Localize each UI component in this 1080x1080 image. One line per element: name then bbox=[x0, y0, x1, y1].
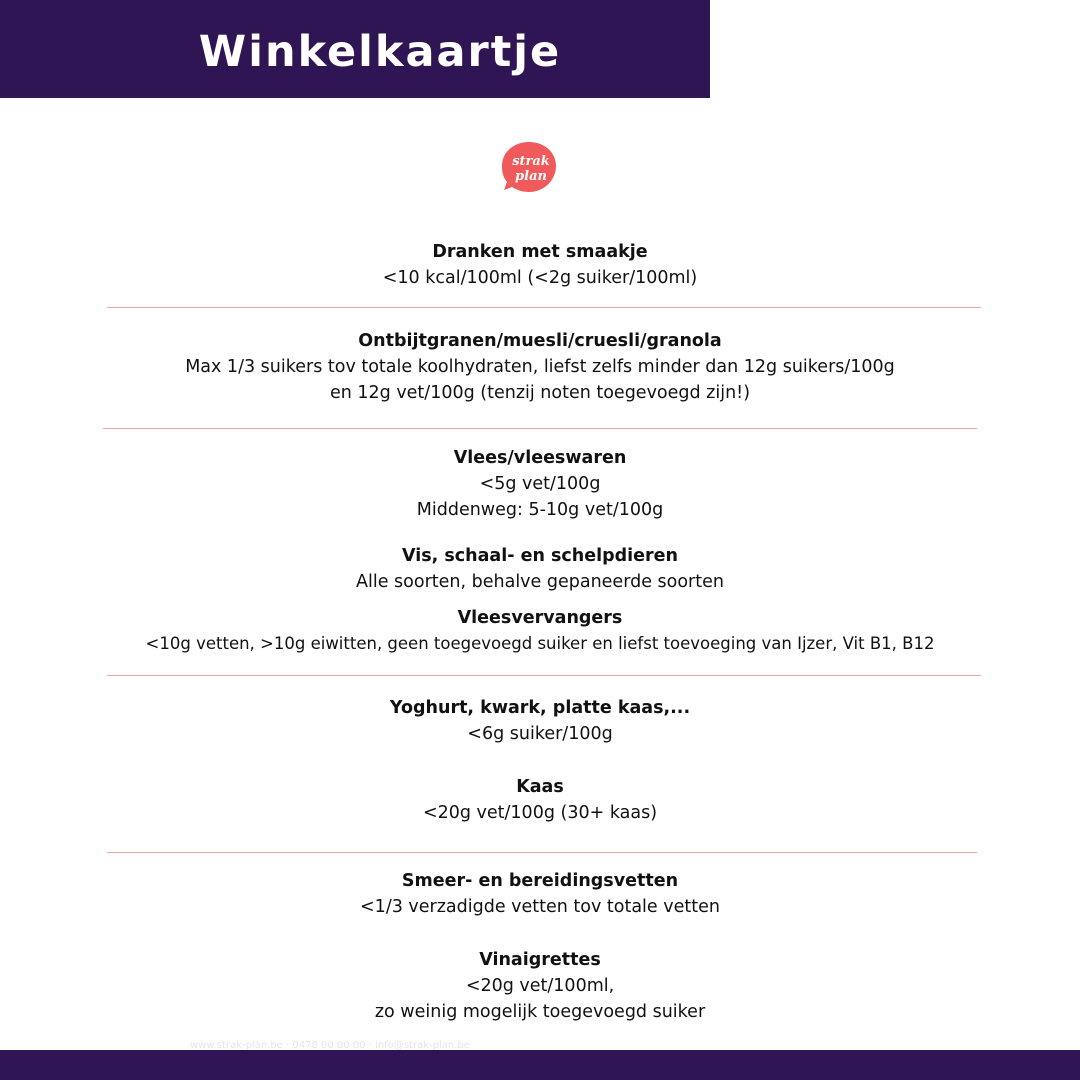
section-heading: Vlees/vleeswaren bbox=[453, 448, 627, 468]
section-line: <1/3 verzadigde vetten tov totale vetten bbox=[360, 897, 720, 917]
section-line: Middenweg: 5-10g vet/100g bbox=[416, 500, 664, 520]
divider bbox=[107, 307, 981, 308]
section-heading: Yoghurt, kwark, platte kaas,... bbox=[389, 698, 691, 718]
section-line: zo weinig mogelijk toegevoegd suiker bbox=[374, 1002, 706, 1022]
logo-text-line2: plan bbox=[515, 169, 547, 184]
section-smeervetten bbox=[0, 868, 1080, 920]
section-line: Max 1/3 suikers tov totale koolhydraten, liefst zelfs minder dan 12g suikers/100g bbox=[185, 357, 895, 377]
section-dranken bbox=[0, 239, 1080, 291]
divider bbox=[107, 675, 981, 676]
section-heading: Dranken met smaakje bbox=[432, 242, 648, 262]
section-heading: Vis, schaal- en schelpdieren bbox=[401, 546, 679, 566]
section-vleesvervangers bbox=[0, 605, 1080, 657]
section-yoghurt bbox=[0, 695, 1080, 747]
section-heading: Kaas bbox=[516, 777, 564, 797]
section-line: <10g vetten, >10g eiwitten, geen toegevoegd suiker en liefst toevoeging van Ijzer, Vit B1, B12 bbox=[145, 634, 935, 653]
section-heading: Smeer- en bereidingsvetten bbox=[401, 871, 679, 891]
section-line: <6g suiker/100g bbox=[467, 724, 613, 744]
section-line: <10 kcal/100ml (<2g suiker/100ml) bbox=[382, 268, 698, 288]
section-heading: Vleesvervangers bbox=[457, 608, 623, 628]
section-ontbijtgranen bbox=[0, 328, 1080, 406]
footer-bar bbox=[0, 1050, 1080, 1080]
divider bbox=[107, 852, 977, 853]
section-heading: Ontbijtgranen/muesli/cruesli/granola bbox=[358, 331, 722, 351]
section-kaas bbox=[0, 774, 1080, 826]
section-vlees bbox=[0, 445, 1080, 523]
section-line: <20g vet/100g (30+ kaas) bbox=[422, 803, 658, 823]
section-line: Alle soorten, behalve gepaneerde soorten bbox=[356, 572, 724, 592]
section-vinaigrettes bbox=[0, 947, 1080, 1025]
footer-contact-text: www.strak-plan.be · 0478 00 00 00 · info@strak-plan.be bbox=[190, 1040, 470, 1051]
section-line: en 12g vet/100g (tenzij noten toegevoegd zijn!) bbox=[329, 383, 751, 403]
strak-plan-logo-icon bbox=[500, 140, 558, 194]
divider bbox=[103, 428, 977, 429]
section-line: <5g vet/100g bbox=[479, 474, 601, 494]
section-line: <20g vet/100ml, bbox=[465, 976, 615, 996]
logo-text-line1: strak bbox=[512, 154, 550, 169]
section-vis bbox=[0, 543, 1080, 595]
page-title: Winkelkaartje bbox=[198, 27, 562, 77]
section-heading: Vinaigrettes bbox=[479, 950, 601, 970]
